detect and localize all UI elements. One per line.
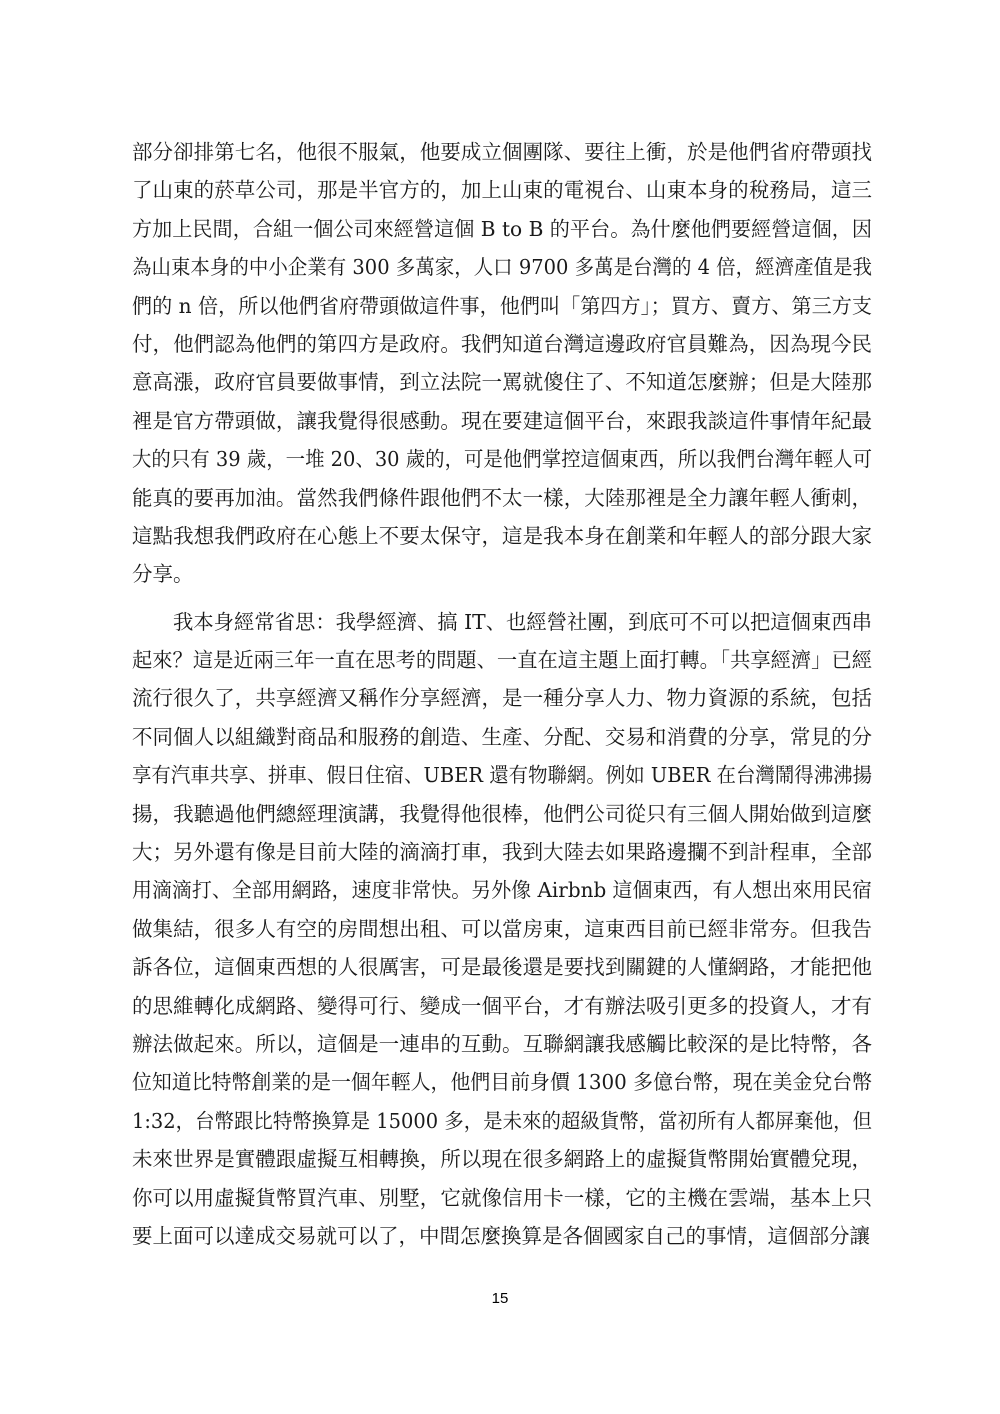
text-line: 享有汽車共享、拼車、假日住宿、UBER 還有物聯網。例如 UBER 在台灣鬧得沸沸揚 bbox=[132, 763, 872, 788]
text-line: 了山東的菸草公司，那是半官方的，加上山東的電視台、山東本身的稅務局，這三 bbox=[132, 178, 872, 203]
text-line: 做集結，很多人有空的房間想出租、可以當房東，這東西目前已經非常夯。但我告 bbox=[132, 916, 872, 941]
page-number: 15 bbox=[491, 1290, 509, 1307]
body-text bbox=[132, 133, 872, 1255]
text-line: 起來？這是近兩三年一直在思考的問題、一直在這主題上面打轉。「共享經濟」已經 bbox=[132, 648, 872, 673]
text-line: 大的只有 39 歲，一堆 20、30 歲的，可是他們掌控這個東西，所以我們台灣年輕人可 bbox=[132, 447, 872, 472]
paragraph bbox=[132, 133, 872, 594]
text-line: 部分卻排第七名，他很不服氣，他要成立個團隊、要往上衝，於是他們省府帶頭找 bbox=[132, 140, 872, 164]
text-line: 這點我想我們政府在心態上不要太保守，這是我本身在創業和年輕人的部分跟大家 bbox=[132, 523, 872, 548]
text-line: 不同個人以組織對商品和服務的創造、生產、分配、交易和消費的分享，常見的分 bbox=[132, 724, 872, 749]
text-line: 要上面可以達成交易就可以了，中間怎麼換算是各個國家自己的事情，這個部分讓 bbox=[132, 1223, 870, 1248]
text-line: 付，他們認為他們的第四方是政府。我們知道台灣這邊政府官員難為，因為現今民 bbox=[132, 331, 872, 356]
text-line: 用滴滴打、全部用網路，速度非常快。另外像 Airbnb 這個東西，有人想出來用民宿 bbox=[132, 878, 872, 903]
text-line: 你可以用虛擬貨幣買汽車、別墅，它就像信用卡一樣，它的主機在雲端，基本上只 bbox=[132, 1185, 872, 1210]
text-line: 大；另外還有像是目前大陸的滴滴打車，我到大陸去如果路邊攔不到計程車，全部 bbox=[132, 840, 872, 865]
text-line: 的思維轉化成網路、變得可行、變成一個平台，才有辦法吸引更多的投資人，才有 bbox=[132, 993, 872, 1018]
text-line: 為山東本身的中小企業有 300 多萬家，人口 9700 多萬是台灣的 4 倍，經濟產值是我 bbox=[132, 255, 872, 280]
text-line: 能真的要再加油。當然我們條件跟他們不太一樣，大陸那裡是全力讓年輕人衝刺， bbox=[132, 485, 872, 510]
text-line: 辦法做起來。所以，這個是一連串的互動。互聯網讓我感觸比較深的是比特幣，各 bbox=[132, 1031, 872, 1056]
text-line: 裡是官方帶頭做，讓我覺得很感動。現在要建這個平台，來跟我談這件事情年紀最 bbox=[132, 408, 872, 433]
text-line: 流行很久了，共享經濟又稱作分享經濟，是一種分享人力、物力資源的系統，包括 bbox=[132, 686, 872, 711]
text-line: 意高漲，政府官員要做事情，到立法院一罵就傻住了、不知道怎麼辦；但是大陸那 bbox=[132, 370, 872, 395]
text-line: 1:32，台幣跟比特幣換算是 15000 多，是未來的超級貨幣，當初所有人都屏棄他，但 bbox=[132, 1108, 872, 1133]
text-line: 方加上民間，合組一個公司來經營這個 B to B 的平台。為什麼他們要經營這個，因 bbox=[132, 216, 872, 241]
text-line: 揚，我聽過他們總經理演講，我覺得他很棒，他們公司從只有三個人開始做到這麼 bbox=[132, 801, 872, 826]
text-line: 未來世界是實體跟虛擬互相轉換，所以現在很多網路上的虛擬貨幣開始實體兌現， bbox=[132, 1147, 872, 1172]
text-line: 訴各位，這個東西想的人很厲害，可是最後還是要找到關鍵的人懂網路，才能把他 bbox=[132, 955, 872, 980]
text-line: 們的 n 倍，所以他們省府帶頭做這件事，他們叫「第四方」；買方、賣方、第三方支 bbox=[132, 293, 872, 318]
paragraph bbox=[132, 603, 872, 1256]
text-line: 我本身經常省思：我學經濟、搞 IT、也經營社團，到底可不可以把這個東西串 bbox=[173, 609, 872, 634]
text-line: 位知道比特幣創業的是一個年輕人，他們目前身價 1300 多億台幣，現在美金兌台幣 bbox=[132, 1070, 872, 1095]
text-line: 分享。 bbox=[132, 562, 194, 587]
paragraph-gap bbox=[132, 594, 872, 603]
